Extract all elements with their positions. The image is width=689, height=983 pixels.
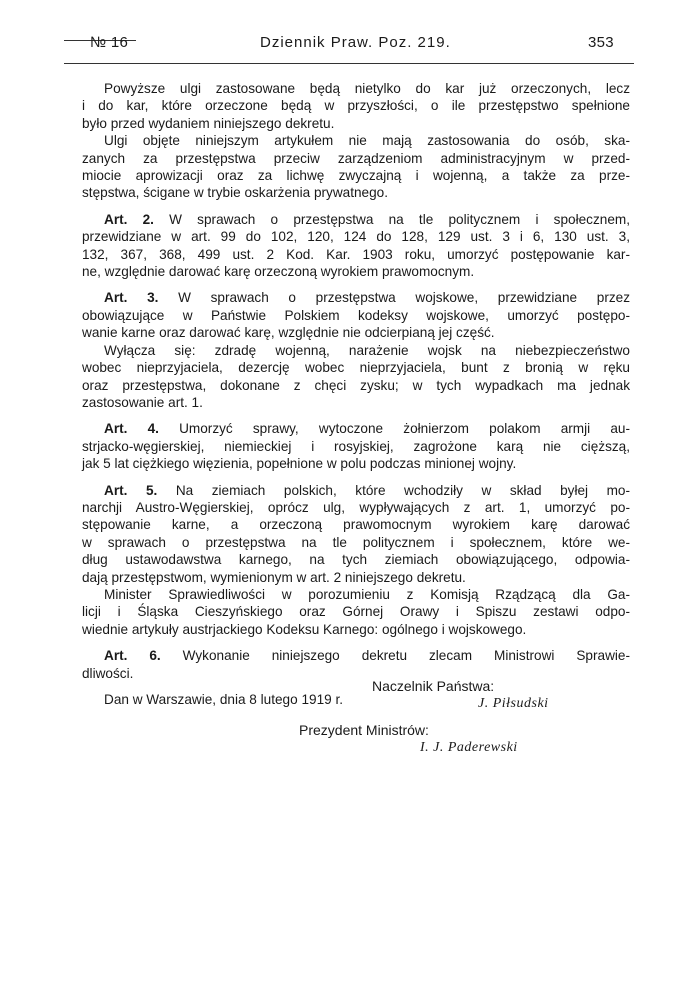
paragraph: [82, 132, 630, 202]
text-line: dług ustawodawstwa karnego, na tych ziemiach obowiązującego, odpowia-: [82, 552, 630, 568]
page-number: 353: [588, 34, 614, 51]
text-line: stępowanie karne, a orzeczoną prawomocnym wyrokiem karę darować: [82, 517, 630, 533]
article-text: W sprawach o przestępstwa wojskowe, przewidziane przez: [178, 290, 631, 306]
article-paragraph: [82, 420, 630, 472]
article-label: Art. 2.: [104, 211, 154, 227]
text-line: Dan w Warszawie, dnia 8 lutego 1919 r.: [104, 692, 344, 707]
journal-title: Dziennik Praw. Poz. 219.: [260, 34, 451, 51]
article-label: Art. 3.: [104, 290, 159, 306]
text-line: narchji Austro-Węgierskiej, oprócz ulg, wypływających z art. 1, umorzyć po-: [82, 499, 630, 515]
article-text: Na ziemiach polskich, które wchodziły w skład byłej mo-: [175, 482, 630, 498]
text-line: ne, względnie darować karę orzeczoną wyrokiem prawomocnym.: [82, 264, 475, 280]
text-line: obowiązujące w Państwie Polskiem kodeksy wojskowe, umorzyć postępo-: [82, 307, 630, 323]
issue-number: № 16: [90, 34, 129, 51]
text-line: oraz przestępstwa, dokonane z chęci zysku; w tych wypadkach ma jednak: [82, 377, 630, 393]
article-paragraph: [82, 647, 630, 682]
signatory-title: Prezydent Ministrów:: [299, 722, 429, 738]
text-line: [82, 482, 630, 499]
paragraph: [82, 342, 630, 412]
paragraph-gap: [82, 280, 630, 289]
paragraph-gap: [82, 638, 630, 647]
article-label: Art. 4.: [104, 421, 159, 437]
paragraph-gap: [82, 682, 630, 691]
paragraph-gap: [82, 411, 630, 420]
text-line: stępstwa, ścigane w trybie oskarżenia prywatnego.: [82, 185, 389, 201]
paragraph: [82, 80, 630, 132]
text-line: miocie aprowizacji oraz za lichwę zwyczajną i wojenną, a także za prze-: [82, 168, 630, 184]
text-line: zanych za przestępstwa przeciw zarządzeniom administracyjnym w przed-: [82, 150, 630, 166]
text-line: przewidziane w art. 99 do 102, 120, 124 do 128, 129 ust. 3 i 6, 130 ust. 3,: [82, 229, 630, 245]
text-line: wanie karne oraz darować karę, względnie nie odcierpianą jej część.: [82, 325, 495, 341]
text-line: Minister Sprawiedliwości w porozumieniu z Komisją Rządzącą dla Ga-: [104, 586, 630, 602]
paragraph-gap: [82, 473, 630, 482]
text-line: [82, 420, 630, 437]
article-paragraph: [82, 211, 630, 281]
article-paragraph: [82, 482, 630, 586]
text-line: [82, 211, 630, 228]
text-line: dają przestępstwom, wymienionym w art. 2 niniejszego dekretu.: [82, 569, 466, 585]
text-line: Wyłącza się: zdradę wojenną, narażenie wojsk na niebezpieczeństwo: [104, 342, 630, 358]
text-line: wiednie artykuły austrjackiego Kodeksu Karnego: ogólnego i wojskowego.: [82, 621, 527, 637]
text-line: zastosowanie art. 1.: [82, 394, 203, 410]
signatory-name: J. Piłsudski: [478, 696, 549, 711]
text-line: 132, 367, 368, 499 ust. 2 Kod. Kar. 1903 roku, umorzyć postępowanie kar-: [82, 246, 630, 262]
text-line: licji i Śląska Cieszyńskiego oraz Górnej Orawy i Spiszu zestawi odpo-: [82, 604, 630, 620]
paragraph-gap: [82, 202, 630, 211]
decree-body: [82, 80, 630, 708]
signatory-title: Naczelnik Państwa:: [372, 678, 495, 694]
text-line: [82, 647, 630, 664]
text-line: strjacko-węgierskiej, niemieckiej i rosyjskiej, zagrożone karą nie cięższą,: [82, 438, 630, 454]
article-label: Art. 6.: [104, 648, 161, 664]
header-rule: [64, 63, 634, 64]
article-text: Umorzyć sprawy, wytoczone żołnierzom polakom armji au-: [179, 421, 630, 437]
text-line: Ulgi objęte niniejszym artykułem nie mają zastosowania do osób, ska-: [104, 133, 630, 149]
text-line: Powyższe ulgi zastosowane będą nietylko do kar już orzeczonych, lecz: [104, 81, 630, 96]
article-label: Art. 5.: [104, 482, 158, 498]
paragraph: [82, 586, 630, 638]
signatory-name: I. J. Paderewski: [420, 740, 518, 755]
article-text: Wykonanie niniejszego dekretu zlecam Ministrowi Sprawie-: [182, 648, 630, 664]
text-line: wobec nieprzyjaciela, dezercję wobec nieprzyjaciela, bunt z bronią w ręku: [82, 360, 630, 376]
article-text: W sprawach o przestępstwa na tle politycznem i społecznem,: [169, 211, 630, 227]
article-paragraph: [82, 289, 630, 341]
text-line: było przed wydaniem niniejszego dekretu.: [82, 115, 335, 131]
text-line: i do kar, które orzeczone będą w przyszłości, o ile przestępstwo spełnione: [82, 98, 630, 114]
text-line: jak 5 lat ciężkiego więzienia, popełnione w polu podczas minionej wojny.: [82, 456, 517, 472]
text-line: w sprawach o przestępstwa na tle politycznem i społecznem, które we-: [82, 534, 630, 550]
text-line: dliwości.: [82, 665, 134, 681]
text-line: [82, 289, 630, 306]
